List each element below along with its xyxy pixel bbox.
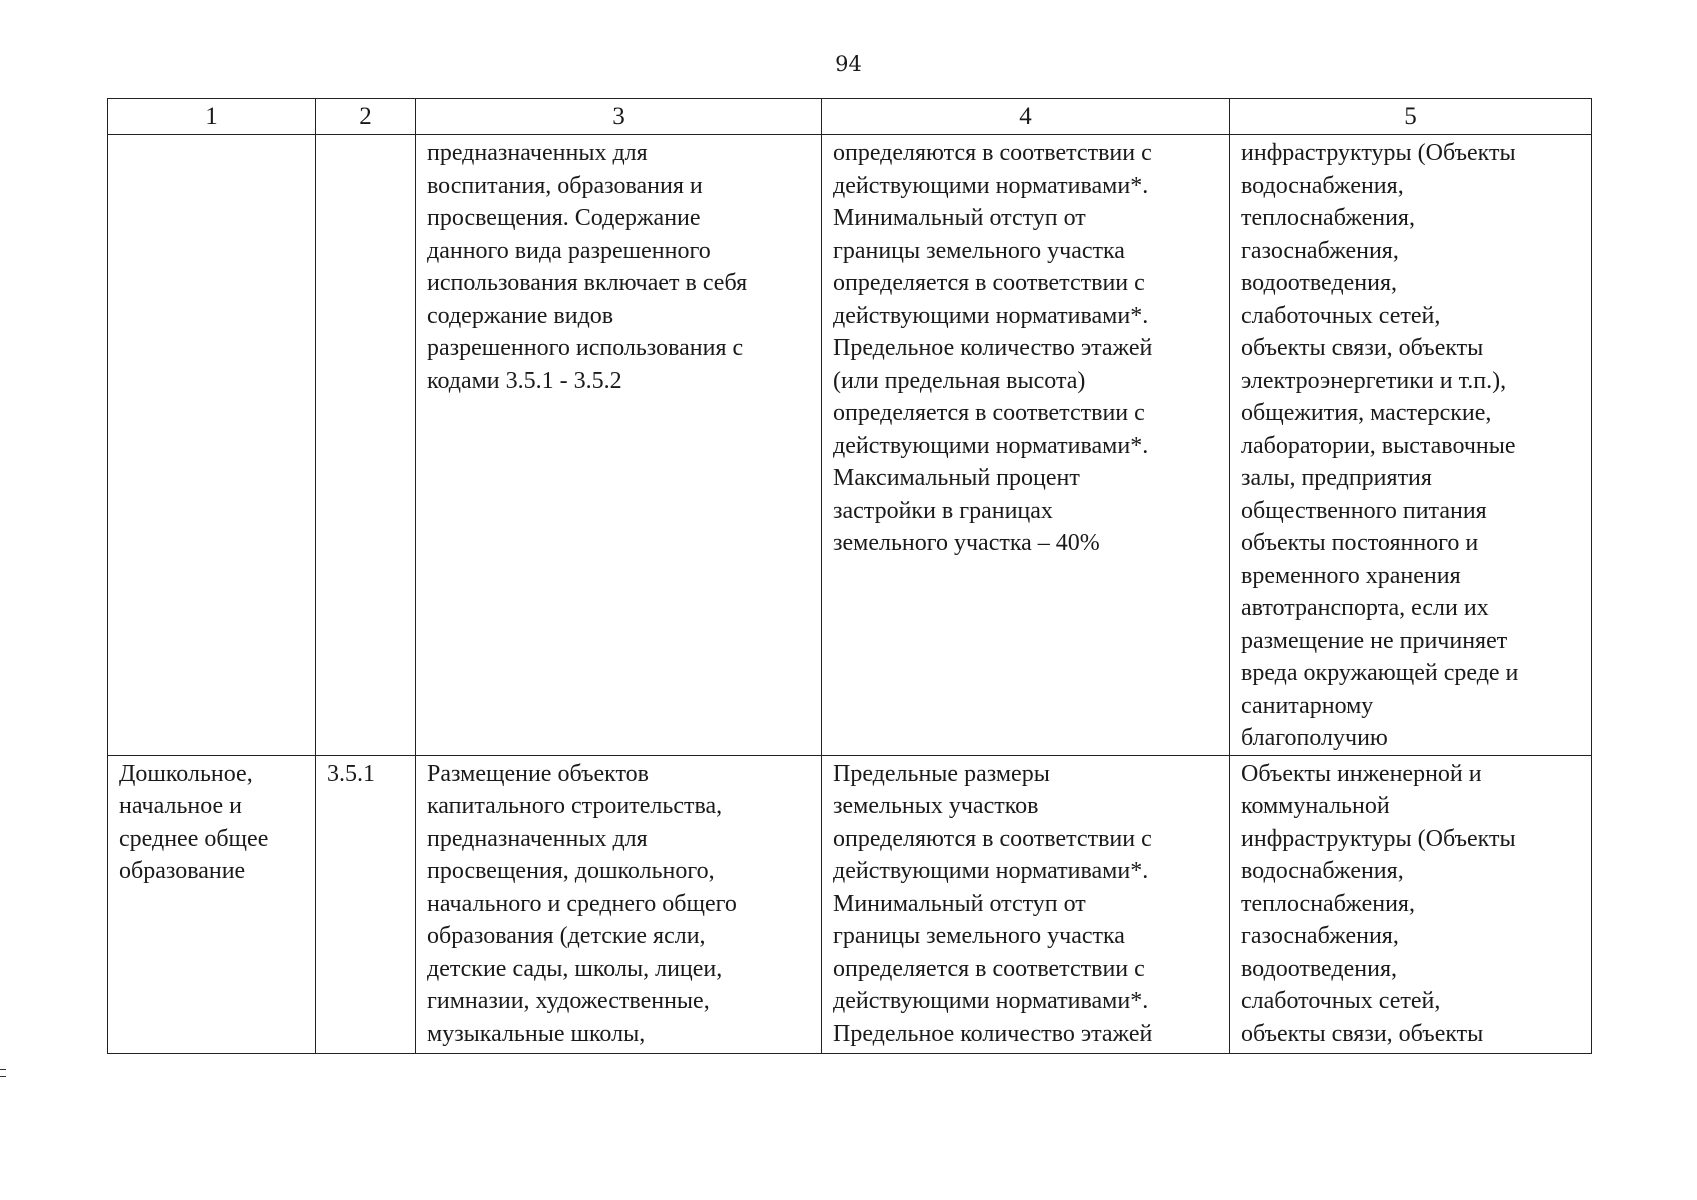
cell-text-line: временного хранения <box>1241 562 1461 589</box>
cell-text-line: (или предельная высота) <box>833 367 1086 394</box>
cell-text-line: объекты связи, объекты <box>1241 335 1484 361</box>
cell-text-line: начального и среднего общего <box>427 890 737 917</box>
cell-text-line: гимназии, художественные, <box>427 988 710 1014</box>
cell-text-line: общественного питания <box>1241 497 1487 524</box>
cell-text-line: среднее общее <box>119 825 269 852</box>
cell-text-line: Дошкольное, <box>119 760 253 787</box>
cell-text-line: воспитания, образования и <box>427 172 703 199</box>
cell-text-line: залы, предприятия <box>1241 465 1432 491</box>
header-col-3: 3 <box>416 99 822 135</box>
cell-text-line: слаботочных сетей, <box>1241 302 1441 329</box>
cell-text-line: вреда окружающей среде и <box>1241 660 1519 686</box>
cell-use-code <box>316 755 416 1053</box>
cell-text-line: предназначенных для <box>427 825 648 852</box>
cell-text-line: границы земельного участка <box>833 923 1125 949</box>
regulations-table <box>107 98 1592 1054</box>
cell-text-line: объекты связи, объекты <box>1241 1020 1484 1047</box>
table-row <box>108 135 1592 756</box>
cell-parameters <box>822 135 1230 756</box>
cell-text-line: просвещения. Содержание <box>427 205 701 231</box>
page-number: 94 <box>835 52 862 76</box>
header-col-1: 1 <box>108 99 316 135</box>
header-col-4: 4 <box>822 99 1230 135</box>
cell-use-description <box>416 755 822 1053</box>
cell-text-line: инфраструктуры (Объекты <box>1241 825 1516 852</box>
cell-text-line: просвещения, дошкольного, <box>427 858 715 884</box>
cell-text-line: автотранспорта, если их <box>1241 595 1489 621</box>
cell-use-name <box>108 755 316 1053</box>
cell-text-line: коммунальной <box>1241 793 1390 819</box>
scan-edge-mark <box>0 1069 6 1070</box>
cell-text-line: действующими нормативами*. <box>833 858 1149 884</box>
cell-use-description <box>416 135 822 756</box>
cell-text-line: Размещение объектов <box>427 760 649 787</box>
cell-text-line: определяются в соответствии с <box>833 825 1152 852</box>
cell-text-line: границы земельного участка <box>833 237 1125 264</box>
cell-text-line: лаборатории, выставочные <box>1241 432 1516 459</box>
cell-text-line: водоотведения, <box>1241 955 1397 982</box>
cell-text-line: данного вида разрешенного <box>427 237 711 264</box>
cell-text-line: действующими нормативами*. <box>833 988 1149 1014</box>
header-col-5: 5 <box>1230 99 1592 135</box>
cell-text-line: Предельное количество этажей <box>833 335 1153 361</box>
cell-text-line: музыкальные школы, <box>427 1020 646 1047</box>
cell-text-line: содержание видов <box>427 302 614 329</box>
cell-text-line: электроэнергетики и т.п.), <box>1241 367 1507 394</box>
cell-text-line: Максимальный процент <box>833 465 1080 491</box>
cell-text-line: Минимальный отступ от <box>833 890 1086 917</box>
cell-text-line: размещение не причиняет <box>1241 627 1508 654</box>
cell-text-line: водоснабжения, <box>1241 172 1404 199</box>
table-row <box>108 755 1592 1053</box>
cell-text-line: Предельное количество этажей <box>833 1020 1153 1047</box>
cell-text-line: начальное и <box>119 793 243 819</box>
cell-text-line: теплоснабжения, <box>1241 890 1415 917</box>
cell-text-line: 3.5.1 <box>327 760 375 787</box>
cell-text-line: газоснабжения, <box>1241 237 1399 264</box>
cell-text-line: действующими нормативами*. <box>833 432 1149 459</box>
cell-text-line: действующими нормативами*. <box>833 172 1149 199</box>
cell-text-line: Объекты инженерной и <box>1241 760 1482 787</box>
cell-text-line: санитарному <box>1241 692 1374 719</box>
cell-text-line: предназначенных для <box>427 140 648 166</box>
cell-text-line: определяется в соответствии с <box>833 955 1145 982</box>
cell-text-line: кодами 3.5.1 - 3.5.2 <box>427 367 622 394</box>
cell-text-line: Минимальный отступ от <box>833 205 1086 231</box>
cell-text-line: слаботочных сетей, <box>1241 988 1441 1014</box>
cell-text-line: определяется в соответствии с <box>833 270 1145 296</box>
cell-text-line: земельного участка – 40% <box>833 530 1100 556</box>
cell-text-line: определяется в соответствии с <box>833 400 1145 426</box>
cell-text-line: инфраструктуры (Объекты <box>1241 140 1516 166</box>
cell-text-line: благополучию <box>1241 725 1388 751</box>
header-col-2: 2 <box>316 99 416 135</box>
cell-text-line: определяются в соответствии с <box>833 140 1152 166</box>
cell-use-code <box>316 135 416 756</box>
cell-parameters <box>822 755 1230 1053</box>
cell-text-line: водоотведения, <box>1241 270 1397 296</box>
cell-text-line: детские сады, школы, лицеи, <box>427 955 723 982</box>
cell-text-line: образование <box>119 858 246 884</box>
cell-text-line: образования (детские ясли, <box>427 923 706 949</box>
cell-text-line: водоснабжения, <box>1241 858 1404 884</box>
cell-text-line: использования включает в себя <box>427 270 748 296</box>
cell-auxiliary-uses <box>1230 135 1592 756</box>
scan-edge-mark <box>0 1076 6 1077</box>
cell-text-line: объекты постоянного и <box>1241 530 1479 556</box>
cell-text-line: застройки в границах <box>833 497 1053 524</box>
cell-text-line: теплоснабжения, <box>1241 205 1415 231</box>
header-row <box>108 99 1592 135</box>
cell-text-line: действующими нормативами*. <box>833 302 1149 329</box>
cell-text-line: газоснабжения, <box>1241 923 1399 949</box>
cell-use-name <box>108 135 316 756</box>
cell-auxiliary-uses <box>1230 755 1592 1053</box>
cell-text-line: разрешенного использования с <box>427 335 744 361</box>
cell-text-line: земельных участков <box>833 793 1039 819</box>
cell-text-line: капитального строительства, <box>427 793 723 819</box>
cell-text-line: общежития, мастерские, <box>1241 400 1492 426</box>
cell-text-line: Предельные размеры <box>833 760 1050 787</box>
